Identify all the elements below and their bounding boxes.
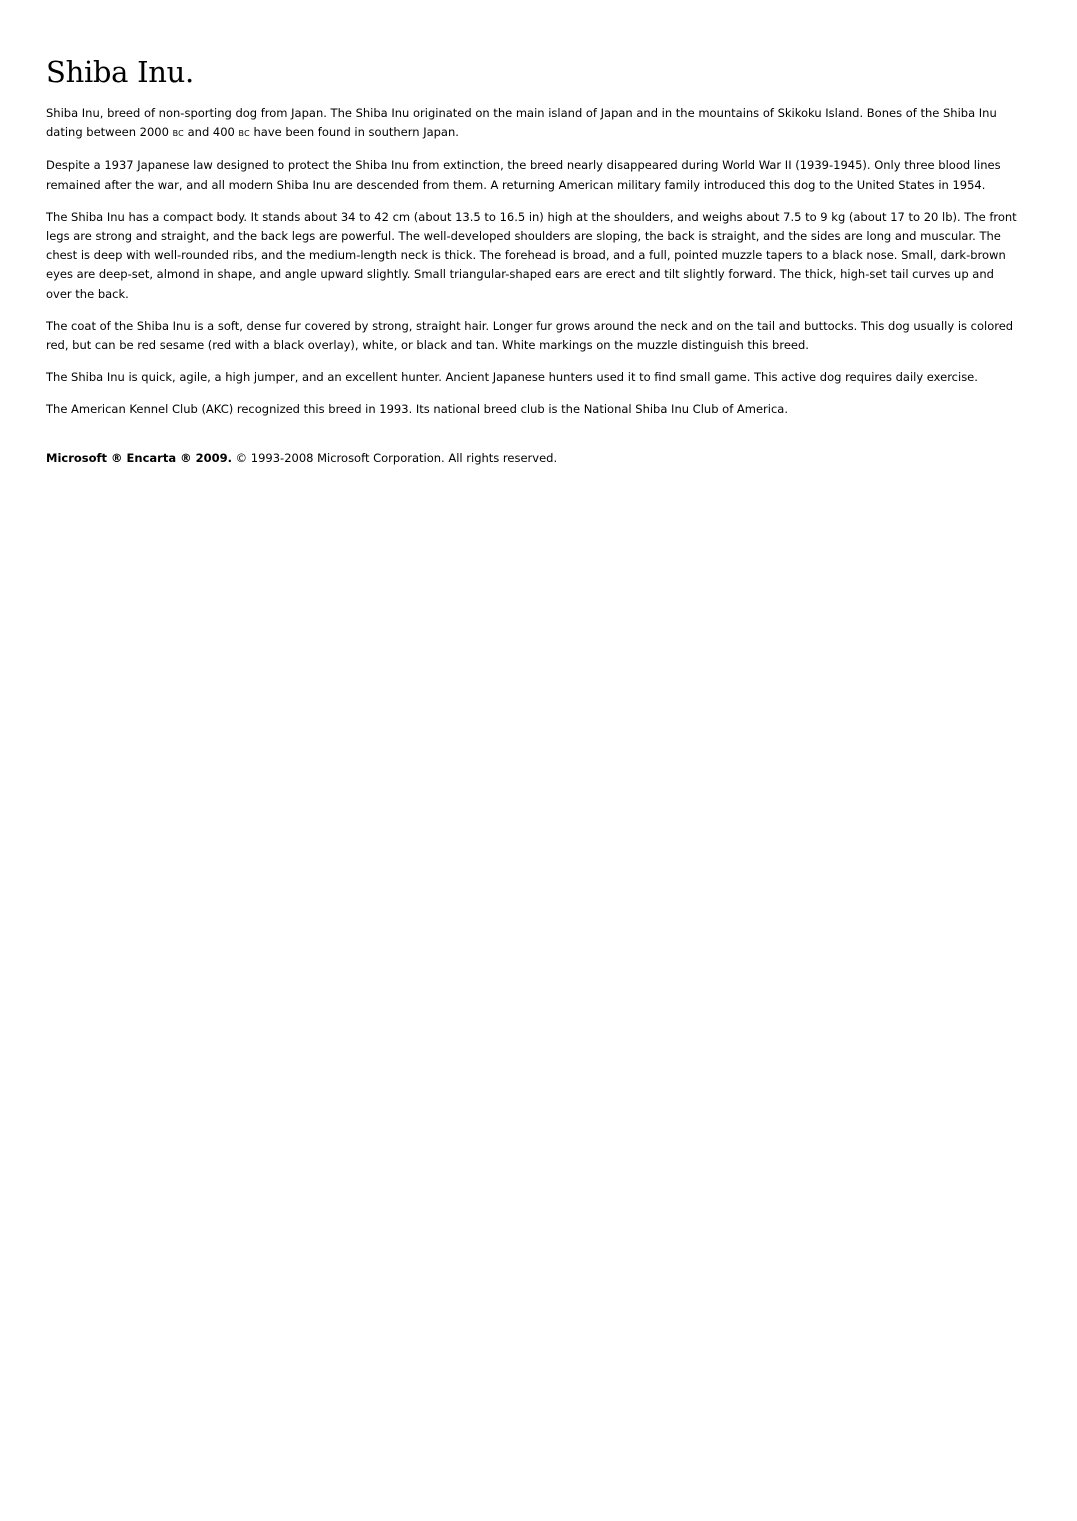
article — [46, 52, 1022, 468]
copyright-text: © 1993-2008 Microsoft Corporation. All rights reserved. — [231, 450, 558, 465]
paragraph-origin — [46, 104, 1022, 143]
paragraph-temperament: The Shiba Inu is quick, agile, a high jumper, and an excellent hunter. Ancient Japanese hunters used it to find small game. This active dog requires daily exercise. — [46, 370, 978, 385]
page-title: Shiba Inu. — [46, 55, 194, 89]
era-label: BC — [172, 129, 184, 139]
paragraph-appearance: The Shiba Inu has a compact body. It stands about 34 to 42 cm (about 13.5 to 16.5 in) high at the shoulders, and weighs about 7.5 to 9 kg (about 17 to 20 lb). The front legs are strong and straight, and the back legs are powerful. The well-developed shoulders are sloping, the back is straight, and the sides are long and muscular. The chest is deep with well-rounded ribs, and the medium-length neck is thick. The forehead is broad, and a full, pointed muzzle tapers to a black nose. Small, dark-brown eyes are deep-set, almond in shape, and angle upward slightly. Small triangular-shaped ears are erect and tilt slightly forward. The thick, high-set tail curves up and over the back. — [46, 209, 1017, 301]
source-name: Microsoft ® Encarta ® 2009. — [46, 450, 232, 465]
paragraph-text: and 400 — [183, 125, 239, 140]
paragraph-text: have been found in southern Japan. — [249, 125, 459, 140]
paragraph-history: Despite a 1937 Japanese law designed to protect the Shiba Inu from extinction, the breed nearly disappeared during World War II (1939-1945). Only three blood lines remained after the war, and all modern Shiba Inu are descended from them. A returning American military family introduced this dog to the United States in 1954. — [46, 158, 1001, 192]
copyright-footer — [46, 449, 1022, 468]
paragraph-text: Shiba Inu, breed of non-sporting dog from Japan. The Shiba Inu originated on the main island of Japan and in the mountains of Skikoku Island. Bones of the Shiba Inu dating between 2000 — [46, 106, 997, 140]
paragraph-recognition: The American Kennel Club (AKC) recognized this breed in 1993. Its national breed club is the National Shiba Inu Club of America. — [46, 402, 788, 417]
era-label: BC — [238, 129, 250, 139]
paragraph-coat: The coat of the Shiba Inu is a soft, dense fur covered by strong, straight hair. Longer fur grows around the neck and on the tail and buttocks. This dog usually is colored red, but can be red sesame (red with a black overlay), white, or black and tan. White markings on the muzzle distinguish this breed. — [46, 318, 1014, 353]
